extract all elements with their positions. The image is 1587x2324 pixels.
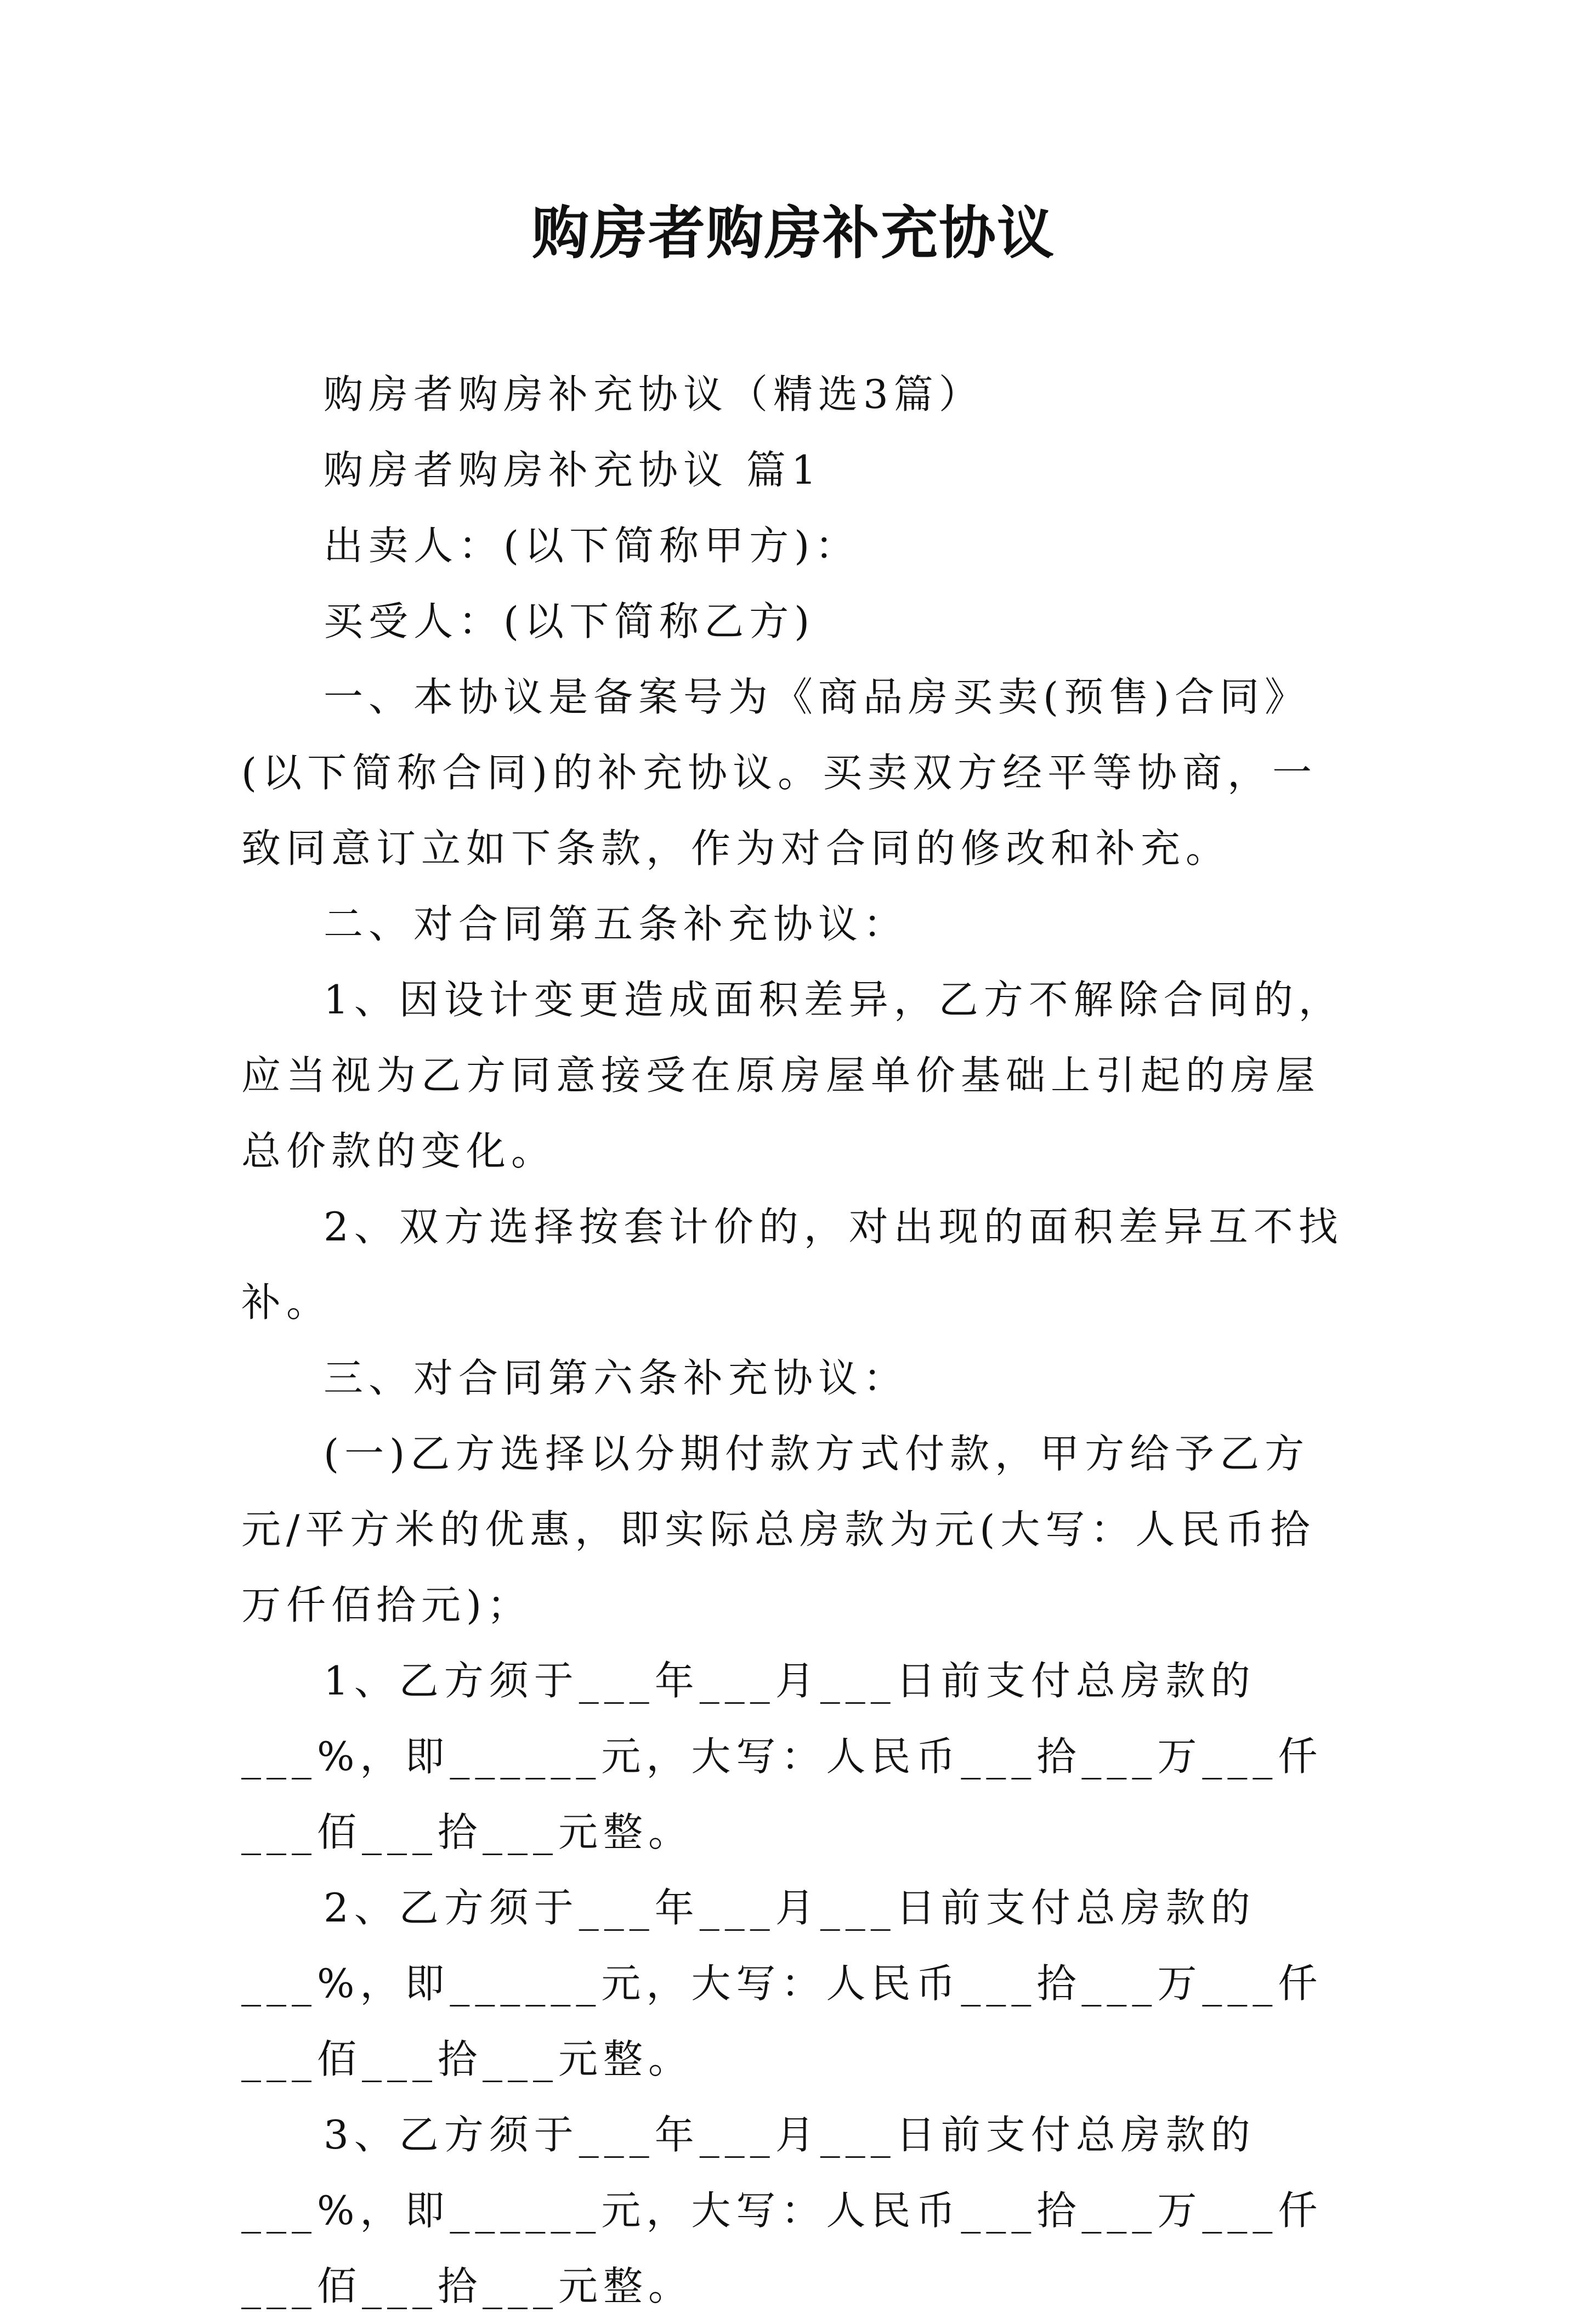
paragraph-payment-2: 2、乙方须于___年___月___日前支付总房款的___%，即______元，大写：人民币___拾___万___仟___佰___拾___元整。 — [241, 1885, 1323, 2082]
paragraph-clause-2-item-1: 1、因设计变更造成面积差异，乙方不解除合同的，应当视为乙方同意接受在原房屋单价基础上引起的房屋总价款的变化。 — [241, 977, 1344, 1174]
paragraph-payment-3: 3、乙方须于___年___月___日前支付总房款的___%，即______元，大写：人民币___拾___万___仟___佰___拾___元整。 — [241, 2112, 1323, 2309]
paragraph-clause-3-heading: 三、对合同第六条补充协议： — [324, 1355, 909, 1401]
document-body — [241, 356, 1360, 2324]
paragraph-buyer: 买受人：(以下简称乙方) — [324, 598, 815, 644]
paragraph-clause-2-heading: 二、对合同第五条补充协议： — [324, 901, 909, 947]
paragraph-payment-1: 1、乙方须于___年___月___日前支付总房款的___%，即______元，大写：人民币___拾___万___仟___佰___拾___元整。 — [241, 1658, 1323, 1855]
paragraph-clause-2-item-2: 2、双方选择按套计价的，对出现的面积差异互不找补。 — [241, 1204, 1344, 1325]
paragraph-seller: 出卖人：(以下简称甲方)： — [324, 523, 860, 569]
document-title: 购房者购房补充协议 — [531, 200, 1055, 267]
paragraph-subtitle: 购房者购房补充协议（精选3篇） — [324, 371, 984, 417]
paragraph-clause-3-sub-1: (一)乙方选择以分期付款方式付款，甲方给予乙方元/平方米的优惠，即实际总房款为元(大写：人民币拾万仟佰拾元)； — [241, 1431, 1316, 1628]
paragraph-section-heading: 购房者购房补充协议 篇1 — [324, 447, 822, 493]
paragraph-clause-1: 一、本协议是备案号为《商品房买卖(预售)合同》(以下简称合同)的补充协议。买卖双方经平等协商，一致同意订立如下条款，作为对合同的修改和补充。 — [241, 674, 1318, 871]
